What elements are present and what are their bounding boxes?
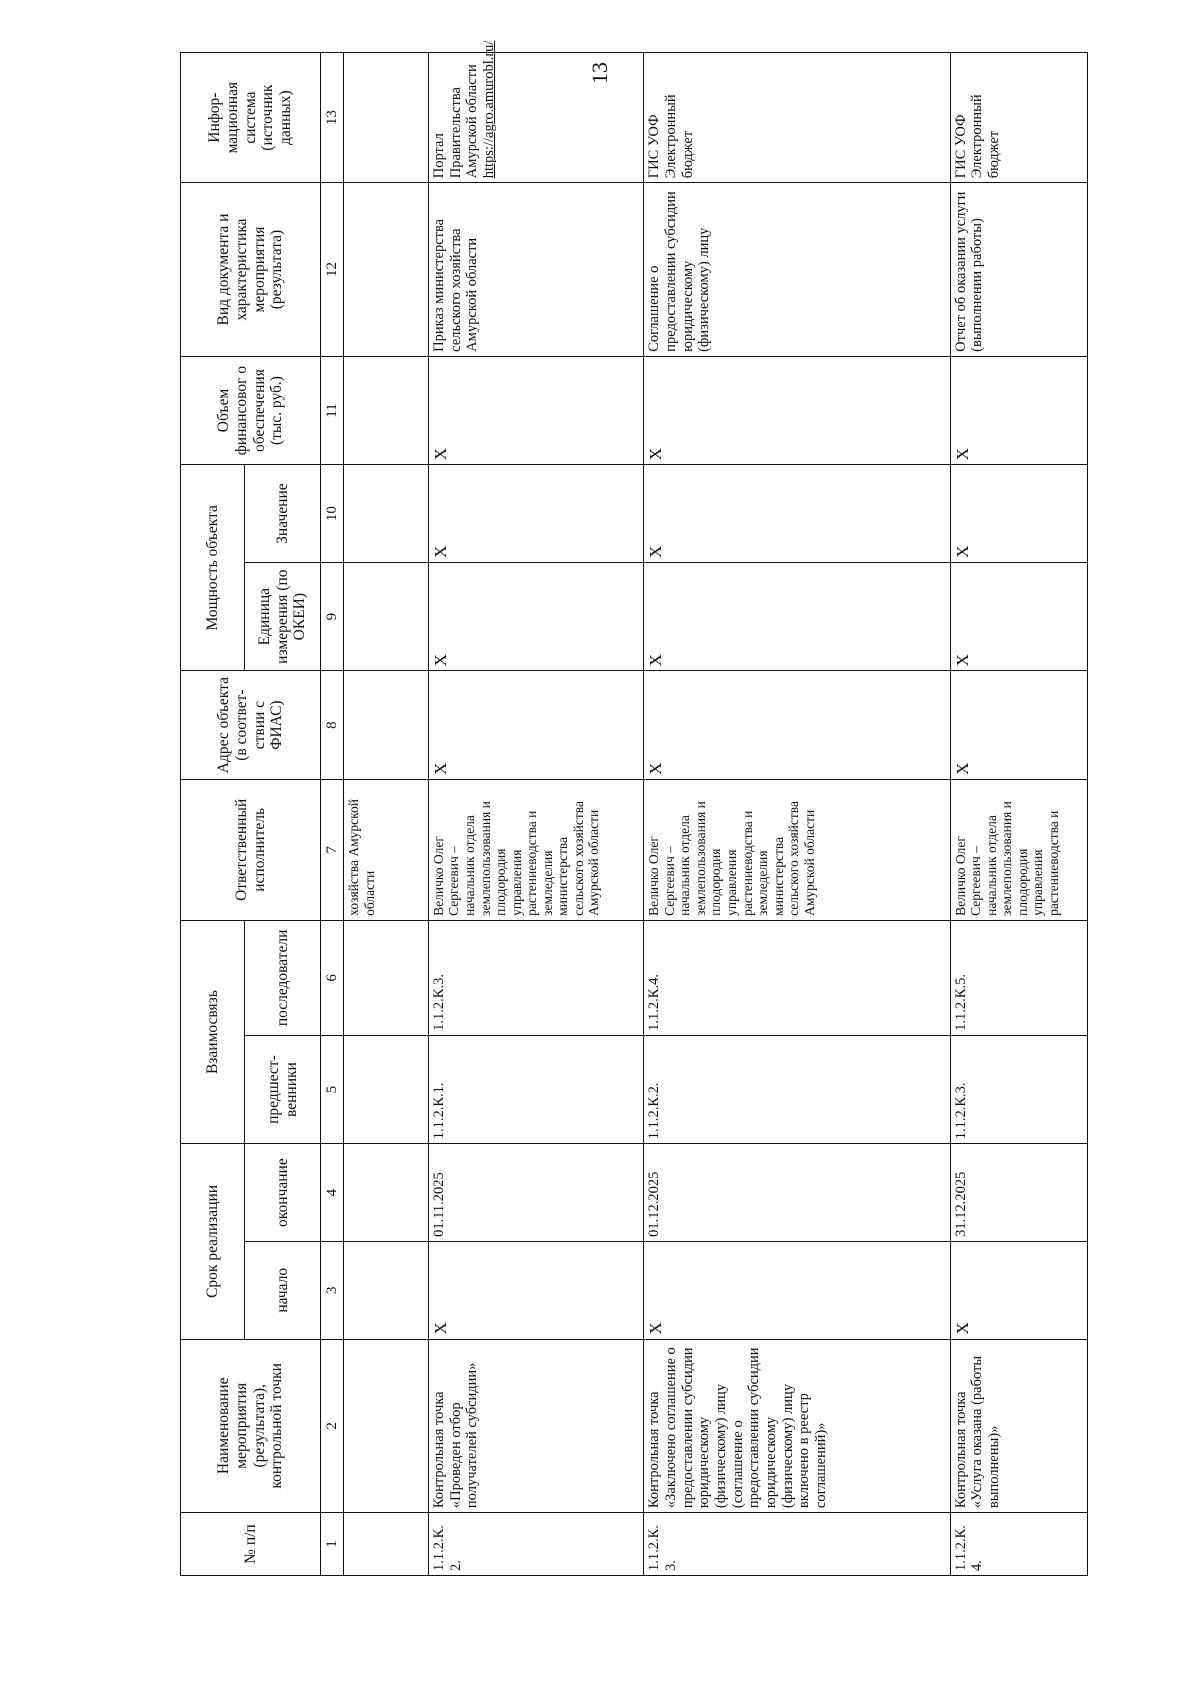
row-number: 1.1.2.К. 2. (428, 1513, 643, 1576)
row-number: 1.1.2.К. 3. (644, 1513, 950, 1576)
header-predecessors: предшест-венники (245, 1035, 321, 1143)
page-number: 13 (587, 62, 612, 84)
header-responsible: Ответственный исполнитель (181, 779, 321, 920)
portal-link[interactable]: https://agro.amurobl.ru/ (480, 40, 497, 179)
empty-cell (344, 465, 428, 563)
start-date: X (428, 1241, 643, 1339)
header-value: Значение (245, 465, 321, 563)
column-number: 10 (321, 465, 344, 563)
table-row (428, 53, 643, 1576)
column-number: 5 (321, 1035, 344, 1143)
column-number: 1 (321, 1513, 344, 1576)
info-system-cell (428, 40, 643, 183)
column-number: 6 (321, 920, 344, 1035)
header-num: № п/п (181, 1513, 321, 1576)
predecessors: 1.1.2.К.3. (950, 1035, 1087, 1143)
table-row (950, 53, 1087, 1576)
address-cell: X (428, 671, 643, 779)
unit-cell: X (644, 562, 950, 670)
column-number: 9 (321, 562, 344, 670)
column-number: 8 (321, 671, 344, 779)
header-link: Взаимосвязь (181, 920, 245, 1143)
end-date: 31.12.2025 (950, 1144, 1087, 1242)
predecessors: 1.1.2.К.1. (428, 1035, 643, 1143)
responsible-cell: Величко Олег Сергеевич – начальник отдела землепользования и плодородия управления растениеводства и земледелия министерства сельского хозяйства Амурской области (428, 779, 643, 920)
column-number: 13 (321, 53, 344, 183)
empty-cell (344, 920, 428, 1035)
event-name: Контрольная точка «Заключено соглашение о предоставлении субсидии юридическому (физическому) лицу (соглашение о предоставлении субсидии юридическому (физическому) лицу включено в реестр соглашений)» (644, 1339, 950, 1513)
address-cell: X (644, 671, 950, 779)
empty-cell (344, 1035, 428, 1143)
unit-cell: X (950, 562, 1087, 670)
column-number: 3 (321, 1241, 344, 1339)
header-document: Вид документа и характеристика мероприятия (результата) (181, 183, 321, 357)
info-system-cell: ГИС УОФ Электронный бюджет (644, 53, 950, 183)
empty-cell (344, 1144, 428, 1242)
empty-cell (344, 356, 428, 464)
header-term: Срок реализации (181, 1144, 245, 1339)
column-number: 7 (321, 779, 344, 920)
responsible-cell: Величко Олег Сергеевич – начальник отдела землепользования и плодородия управления растениеводства и земледелия министерства сельского хозяйства Амурской области (644, 779, 950, 920)
successors: 1.1.2.К.4. (644, 920, 950, 1035)
implementation-plan-table (180, 40, 1088, 1576)
start-date: X (644, 1241, 950, 1339)
event-name: Контрольная точка «Услуга оказана (работы выполнены)» (950, 1339, 1087, 1513)
continuation-row (344, 53, 428, 1576)
end-date: 01.11.2025 (428, 1144, 643, 1242)
info-system-text: Портал Правительства Амурской области (430, 64, 481, 179)
empty-cell (344, 1513, 428, 1576)
successors: 1.1.2.К.3. (428, 920, 643, 1035)
start-date: X (950, 1241, 1087, 1339)
table-row (644, 53, 950, 1576)
info-system-cell: ГИС УОФ Электронный бюджет (950, 53, 1087, 183)
unit-cell: X (428, 562, 643, 670)
column-number: 4 (321, 1144, 344, 1242)
predecessors: 1.1.2.К.2. (644, 1035, 950, 1143)
header-capacity: Мощность объекта (181, 465, 245, 671)
document-cell: Приказ министерства сельского хозяйства Амурской области (428, 183, 643, 357)
header-name: Наименование мероприятия (результата), контрольной точки (181, 1339, 321, 1513)
column-number: 11 (321, 356, 344, 464)
finance-cell: X (644, 356, 950, 464)
event-name: Контрольная точка «Проведен отбор получателей субсидии» (428, 1339, 643, 1513)
responsible-cell: Величко Олег Сергеевич – начальник отдела землепользования и плодородия управления растениеводства и (950, 779, 1087, 920)
document-cell: Соглашение о предоставлении субсидии юридическому (физическому) лицу (644, 183, 950, 357)
column-number: 2 (321, 1339, 344, 1513)
value-cell: X (950, 465, 1087, 563)
value-cell: X (428, 465, 643, 563)
header-address: Адрес объекта (в соответ-ствии с ФИАС) (181, 671, 321, 779)
finance-cell: X (428, 356, 643, 464)
column-numbers-row (321, 53, 344, 1576)
value-cell: X (644, 465, 950, 563)
empty-cell (344, 1339, 428, 1513)
header-end: окончание (245, 1144, 321, 1242)
empty-cell (344, 53, 428, 183)
header-finance: Объем финансовог о обеспечения (тыс. руб.) (181, 356, 321, 464)
header-unit: Единица измерения (по ОКЕИ) (245, 562, 321, 670)
row-number: 1.1.2.К. 4. (950, 1513, 1087, 1576)
empty-cell (344, 562, 428, 670)
empty-cell (344, 671, 428, 779)
header-info-system: Инфор-мационная система (источник данных) (181, 53, 321, 183)
end-date: 01.12.2025 (644, 1144, 950, 1242)
successors: 1.1.2.К.5. (950, 920, 1087, 1035)
rotated-table-wrapper (180, 40, 1088, 1576)
header-successors: последователи (245, 920, 321, 1035)
responsible-cell: хозяйства Амурской области (344, 779, 428, 920)
address-cell: X (950, 671, 1087, 779)
empty-cell (344, 1241, 428, 1339)
finance-cell: X (950, 356, 1087, 464)
column-number: 12 (321, 183, 344, 357)
header-start: начало (245, 1241, 321, 1339)
document-cell: Отчет об оказании услуги (выполнении работы) (950, 183, 1087, 357)
empty-cell (344, 183, 428, 357)
